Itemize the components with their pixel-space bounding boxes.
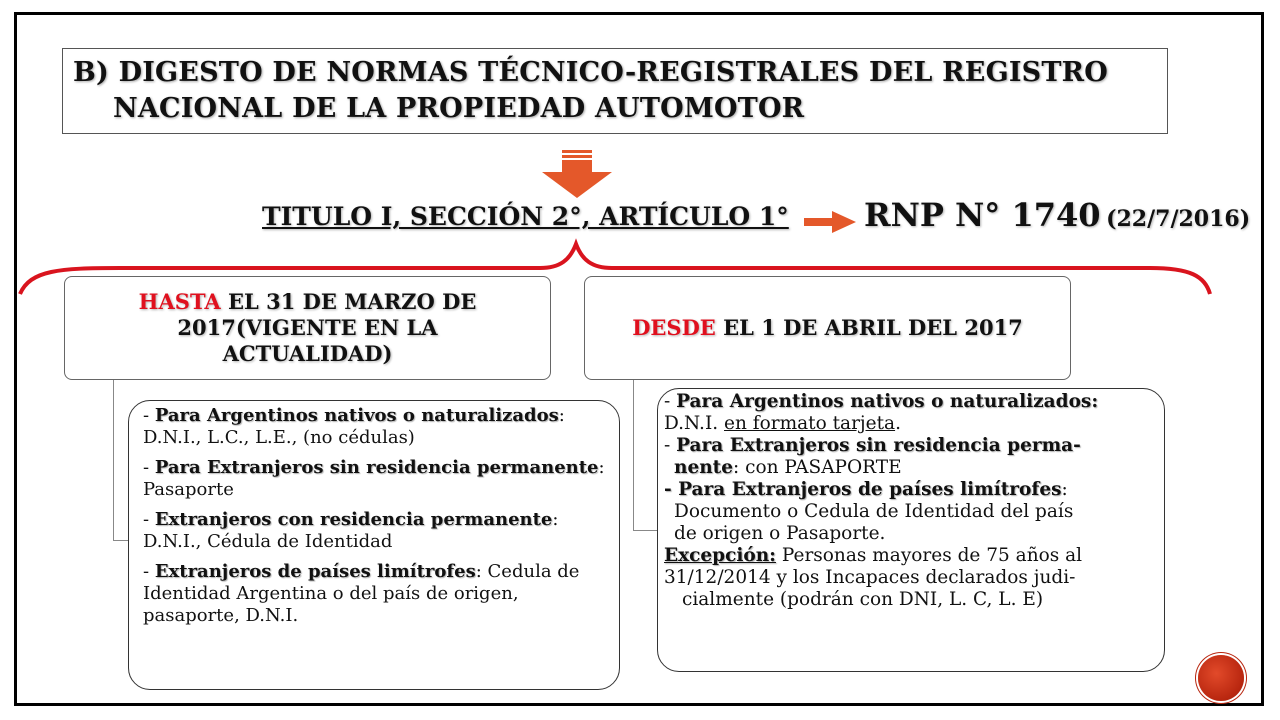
right-header-highlight: DESDE [632,315,716,340]
left-header-box [64,276,551,380]
rnp-date: (22/7/2016) [1106,206,1251,232]
left-header-highlight: HASTA [138,289,221,314]
down-arrow-icon [540,150,614,200]
right-item-3-line-3: de origen o Pasaporte. [674,523,886,544]
left-item-2: - Para Extranjeros sin residencia permanente: Pasaporte [143,457,605,500]
right-header-text [632,315,1023,341]
right-item-2-label: - Para Extranjeros sin residencia perma- [664,435,1081,456]
left-header-text [95,289,520,367]
right-item-3-line-2: Documento o Cedula de Identidad del país [674,501,1074,522]
right-header-rest: EL 1 DE ABRIL DEL 2017 [715,315,1023,340]
rnp-reference [864,196,1250,234]
left-item-1: - Para Argentinos nativos o naturalizados: D.N.I., L.C., L.E., (no cédulas) [143,405,565,448]
right-header-box [584,276,1071,380]
left-detail-box [128,400,620,690]
left-item-4: - Extranjeros de países limítrofes: Cedula de Identidad Argentina o del país de origen, pasaporte, D.N.I. [143,561,580,626]
right-item-3-label: - Para Extranjeros de países limítrofes: [664,479,1068,500]
next-slide-circle-icon[interactable] [1198,655,1244,701]
left-item-3: - Extranjeros con residencia permanente: D.N.I., Cédula de Identidad [143,509,559,552]
title-line-2: NACIONAL DE LA PROPIEDAD AUTOMOTOR [113,93,805,124]
right-arrow-icon [804,209,856,235]
title-line-1: B) DIGESTO DE NORMAS TÉCNICO-REGISTRALES DEL REGISTRO [73,57,1109,88]
right-connector-line [633,380,658,531]
exception-line-1: Excepción: Personas mayores de 75 años al [664,545,1083,566]
left-header-rest: EL 31 DE MARZO DE 2017(VIGENTE EN LA ACTUALIDAD) [177,289,477,366]
rnp-number: RNP N° 1740 [864,196,1101,234]
exception-line-3: cialmente (podrán con DNI, L. C, L. E) [682,589,1044,610]
exception-line-2: 31/12/2014 y los Incapaces declarados judi- [664,567,1076,588]
right-item-1-value: D.N.I. en formato tarjeta. [664,413,901,434]
section-heading: TITULO I, SECCIÓN 2°, ARTÍCULO 1° [262,202,789,231]
right-item-2-value: nente: con PASAPORTE [674,457,902,478]
right-item-1-label: - Para Argentinos nativos o naturalizados: [664,391,1099,412]
right-detail-box [657,388,1165,672]
title-box [62,48,1168,134]
